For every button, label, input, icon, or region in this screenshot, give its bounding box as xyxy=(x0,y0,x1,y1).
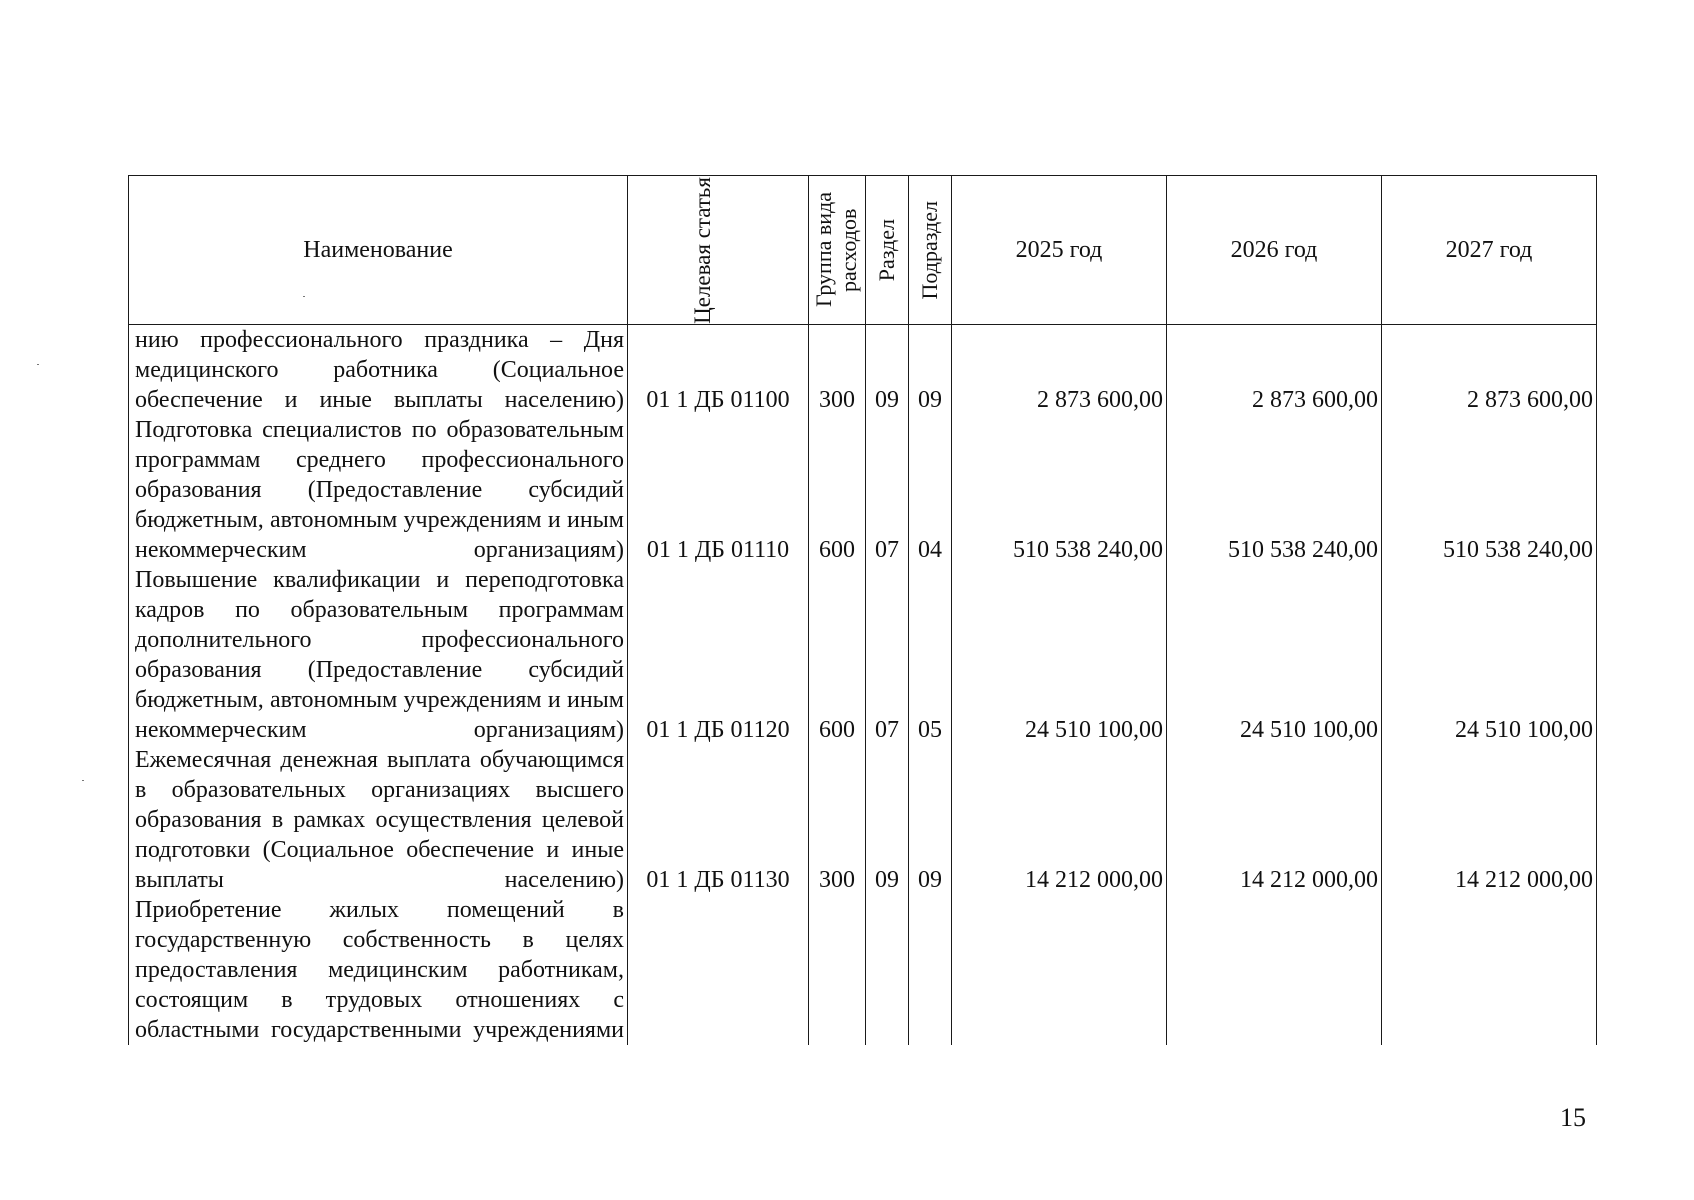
row-target-article: 01 1 ДБ 01110 xyxy=(628,415,809,565)
scan-speck xyxy=(303,296,305,297)
row-target-article xyxy=(628,895,809,1045)
row-name: Подготовка специалистов по образовательным программам среднего профессионального образования (Предоставление субсидий бюджетным, автономным учреждениям и иным некоммерческим организациям) xyxy=(129,415,628,565)
table-row xyxy=(129,325,1597,416)
row-section xyxy=(866,895,909,1045)
row-amount-2026: 2 873 600,00 xyxy=(1167,325,1382,416)
row-expense-group: 300 xyxy=(809,745,866,895)
row-amount-2027: 510 538 240,00 xyxy=(1382,415,1597,565)
table-header-row xyxy=(129,176,1597,325)
row-amount-2026: 510 538 240,00 xyxy=(1167,415,1382,565)
row-subsection: 09 xyxy=(909,325,952,416)
table-row xyxy=(129,415,1597,565)
header-year-2026: 2026 год xyxy=(1167,176,1382,325)
row-target-article: 01 1 ДБ 01100 xyxy=(628,325,809,416)
header-name: Наименование xyxy=(129,176,628,325)
row-section: 07 xyxy=(866,415,909,565)
header-section: Раздел xyxy=(866,176,909,325)
page-number: 15 xyxy=(1560,1103,1586,1132)
header-expense-group: Группа вида расходов xyxy=(809,176,866,325)
row-expense-group xyxy=(809,895,866,1045)
row-subsection: 04 xyxy=(909,415,952,565)
row-target-article: 01 1 ДБ 01120 xyxy=(628,565,809,745)
row-name: Ежемесячная денежная выплата обучающимся в образовательных организациях высшего образования в рамках осуществления целевой подготовки (Социальное обеспечение и иные выплаты населению) xyxy=(129,745,628,895)
table-row xyxy=(129,745,1597,895)
row-amount-2027: 24 510 100,00 xyxy=(1382,565,1597,745)
row-amount-2025: 24 510 100,00 xyxy=(952,565,1167,745)
row-subsection: 09 xyxy=(909,745,952,895)
budget-table xyxy=(128,175,1597,1045)
table-row xyxy=(129,565,1597,745)
scan-speck xyxy=(82,780,84,781)
row-subsection xyxy=(909,895,952,1045)
row-expense-group: 600 xyxy=(809,565,866,745)
header-year-2027: 2027 год xyxy=(1382,176,1597,325)
row-name: Повышение квалификации и переподготовка кадров по образовательным программам дополнительного профессионального образования (Предоставление субсидий бюджетным, автономным учреждениям и иным некоммерческим организациям) xyxy=(129,565,628,745)
header-target-article: Целевая статья xyxy=(628,176,809,325)
row-section: 09 xyxy=(866,745,909,895)
row-amount-2026: 24 510 100,00 xyxy=(1167,565,1382,745)
row-expense-group: 600 xyxy=(809,415,866,565)
row-amount-2025: 2 873 600,00 xyxy=(952,325,1167,416)
row-subsection: 05 xyxy=(909,565,952,745)
row-section: 09 xyxy=(866,325,909,416)
scan-speck xyxy=(37,364,39,365)
row-amount-2026 xyxy=(1167,895,1382,1045)
row-target-article: 01 1 ДБ 01130 xyxy=(628,745,809,895)
header-subsection: Подраздел xyxy=(909,176,952,325)
row-name: нию профессионального праздника – Дня медицинского работника (Социальное обеспечение и иные выплаты населению) xyxy=(129,325,628,416)
row-amount-2025: 510 538 240,00 xyxy=(952,415,1167,565)
row-section: 07 xyxy=(866,565,909,745)
row-amount-2027 xyxy=(1382,895,1597,1045)
header-year-2025: 2025 год xyxy=(952,176,1167,325)
row-amount-2025: 14 212 000,00 xyxy=(952,745,1167,895)
row-amount-2026: 14 212 000,00 xyxy=(1167,745,1382,895)
row-expense-group: 300 xyxy=(809,325,866,416)
row-name: Приобретение жилых помещений в государственную собственность в целях предоставления медицинским работникам, состоящим в трудовых отношениях с областными государственными учреждениями xyxy=(129,895,628,1045)
row-amount-2027: 14 212 000,00 xyxy=(1382,745,1597,895)
row-amount-2027: 2 873 600,00 xyxy=(1382,325,1597,416)
row-amount-2025 xyxy=(952,895,1167,1045)
table-row xyxy=(129,895,1597,1045)
